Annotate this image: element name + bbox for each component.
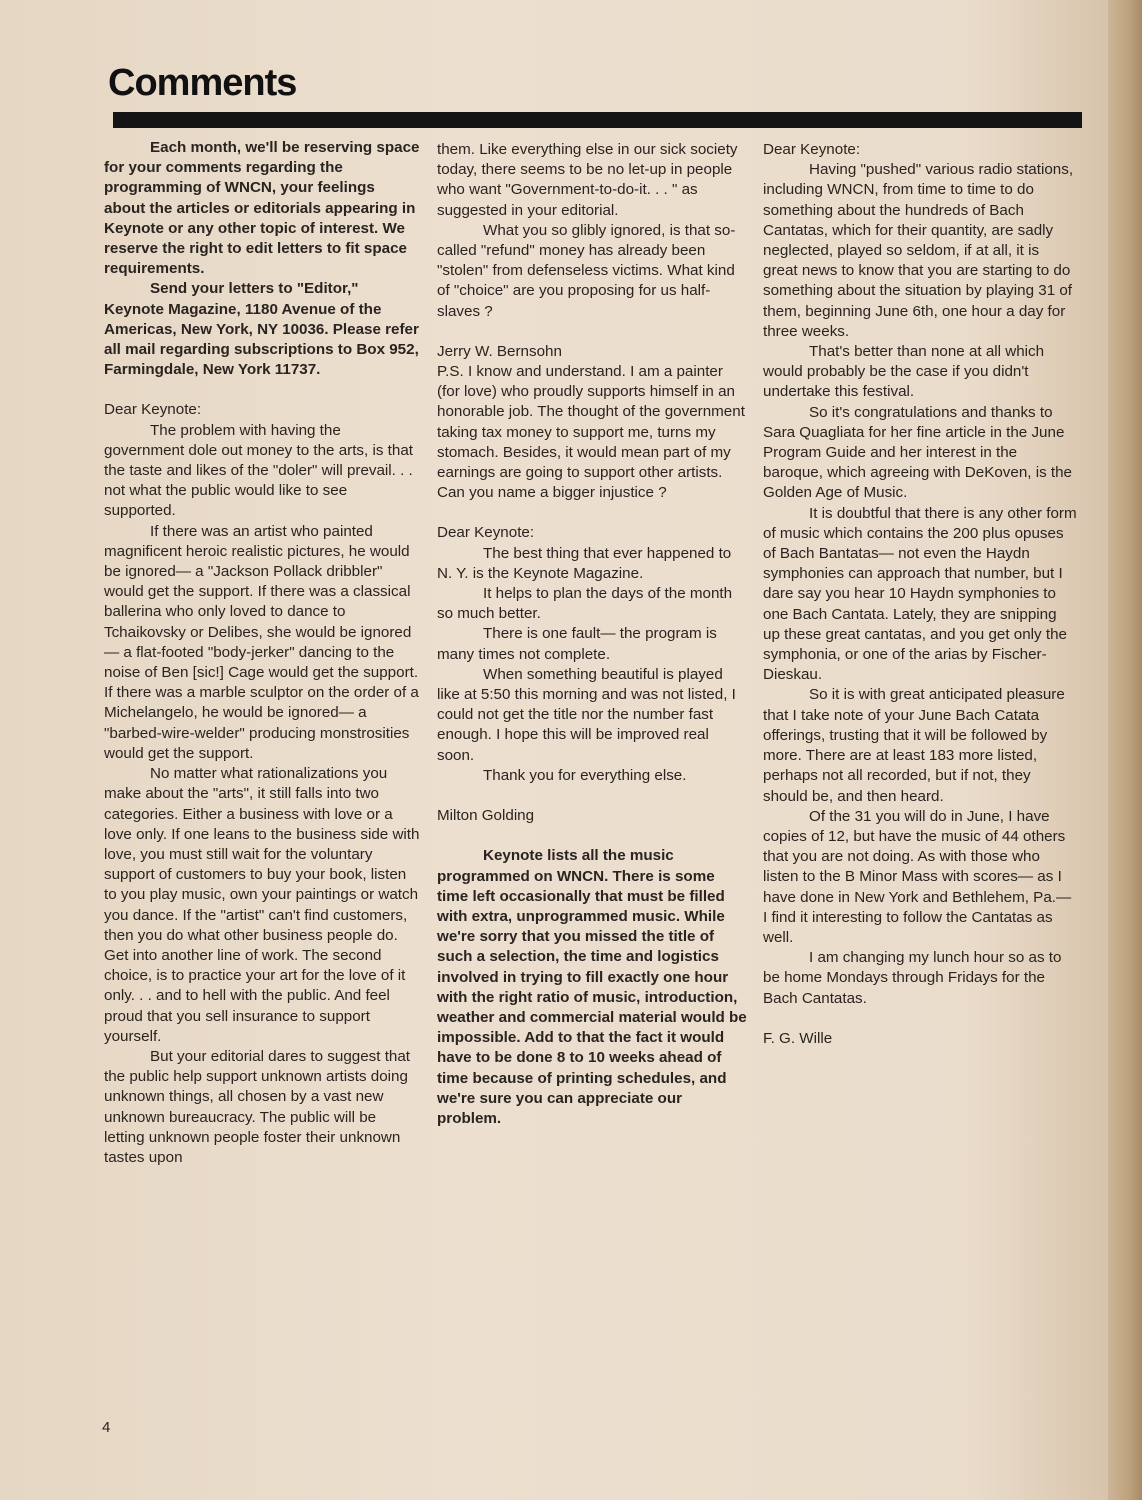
letter3-paragraph: So it's congratulations and thanks to Sara Quagliata for her fine article in the June Program Guide and her interest in the baroque, which agreeing with DeKoven, is the Golden Age of Music. [763, 403, 1073, 502]
letter1-paragraph: But your editorial dares to suggest that the public help support unknown artists doing unknown things, all chosen by a vast new unknown bureaucracy. The public will be letting unknown people foster their unknown tastes upon [104, 1047, 411, 1166]
letter1-paragraph: If there was an artist who painted magnificent heroic realistic pictures, he would be ignored— a "Jackson Pollack dribbler" would get the support. If there was a classical ballerina who only loved to dance to Tchaikovsky or Delibes, she would be ignored— a flat-footed "body-jerker" dancing to the noise of Ben [sic!] Cage would get the support. If there was a marble sculptor on the order of a Michelangelo, he would be ignored— a "barbed-wire-welder" producing monstrosities would get the support. [104, 522, 419, 762]
column-1 [104, 138, 420, 1168]
letter3-signature: F. G. Wille [763, 1029, 833, 1047]
letter2-paragraph: When something beautiful is played like at 5:50 this morning and was not listed, I could not get the title nor the number fast enough. I hope this will be improved real soon. [437, 665, 736, 764]
letter2-signature: Milton Golding [437, 807, 535, 825]
letter3-paragraph: I am changing my lunch hour so as to be home Mondays through Fridays for the Bach Cantatas. [763, 949, 1062, 1007]
letter3-paragraph: Of the 31 you will do in June, I have copies of 12, but have the music of 44 others that you are not doing. As with those who listen to the B Minor Mass with scores— as I have done in New York and Bethlehem, Pa.— I find it interesting to follow the Cantatas as well. [763, 807, 1072, 946]
letter1-signature: Jerry W. Bernsohn [437, 342, 562, 360]
editor-reply: Keynote lists all the music programmed on WNCN. There is some time left occasionally that must be filled with extra, unprogrammed music. While we're sorry that you missed the title of such a selection, the time and logistics involved in trying to fill exactly one hour with the right ratio of music, introduction, weather and commercial material would be impossible. Add to that the fact it would have to be done 8 to 10 weeks ahead of time because of printing schedules, and we're sure you can appreciate our problem. [437, 847, 747, 1127]
column-2 [437, 140, 747, 1129]
letter1-postscript: P.S. I know and understand. I am a painter (for love) who proudly supports himself in an honorable job. The thought of the government taking tax money to support me, turns my stomach. Besides, it would mean part of my earnings are going to support other artists. Can you name a bigger injustice ? [437, 363, 745, 502]
letter2-paragraph: It helps to plan the days of the month so much better. [437, 585, 733, 623]
column-3 [763, 140, 1077, 1049]
intro-address: Send your letters to "Editor," Keynote Magazine, 1180 Avenue of the Americas, New York, NY 10036. Please refer all mail regarding subscriptions to Box 952, Farmingdale, New York 11737. [104, 280, 419, 379]
title-rule [113, 112, 1082, 128]
letter2-paragraph: The best thing that ever happened to N. Y. is the Keynote Magazine. [437, 544, 732, 582]
page-spine [1108, 0, 1142, 1500]
letter1-salutation: Dear Keynote: [104, 401, 202, 419]
letter2-paragraph: There is one fault— the program is many times not complete. [437, 625, 717, 663]
letter1-paragraph-continued: them. Like everything else in our sick society today, there seems to be no let-up in people who want "Government-to-do-it. . . " as suggested in your editorial. [437, 141, 738, 219]
letter3-paragraph: That's better than none at all which would probably be the case if you didn't undertake this festival. [763, 343, 1045, 401]
letter1-paragraph: No matter what rationalizations you make about the "arts", it still falls into two categories. Either a business with love or a love only. If one leans to the business side with love, you must still wait for the voluntary support of customers to buy your book, listen to you play music, own your paintings or watch you dance. If the "artist" can't find customers, then you do what other business people do. Get into another line of work. The second choice, is to practice your art for the love of it only. . . and to hell with the public. And feel proud that you sell insurance to support yourself. [104, 765, 420, 1045]
letter3-salutation: Dear Keynote: [763, 141, 861, 158]
letter1-paragraph: What you so glibly ignored, is that so-called "refund" money has already been "stolen" from defenseless victims. What kind of "choice" are you proposing for us half-slaves ? [437, 221, 736, 320]
letter2-salutation: Dear Keynote: [437, 524, 535, 542]
letter3-paragraph: It is doubtful that there is any other form of music which contains the 200 plus opuses of Bach Bantatas— not even the Haydn symphonies can approach that number, but I dare say you hear 10 Haydn symphonies to one Bach Cantata. Lately, they are snipping up these great cantatas, and you get only the symphonia, or one of the arias by Fischer-Dieskau. [763, 504, 1077, 684]
page-number: 4 [102, 1419, 111, 1436]
letter1-paragraph: The problem with having the government dole out money to the arts, is that the taste and likes of the "doler" will prevail. . . not what the public would like to see supported. [104, 421, 413, 520]
intro-paragraph: Each month, we'll be reserving space for your comments regarding the programming of WNCN, your feelings about the articles or editorials appearing in Keynote or any other topic of interest. We reserve the right to edit letters to fit space requirements. [104, 139, 420, 278]
letter2-paragraph: Thank you for everything else. [483, 766, 687, 784]
letter3-paragraph: Having "pushed" various radio stations, including WNCN, from time to time to do something about the hundreds of Bach Cantatas, which for their quantity, are sadly neglected, played so seldom, if at all, it is great news to know that you are starting to do something about the situation by playing 31 of them, beginning June 6th, one hour a day for three weeks. [763, 161, 1074, 340]
page-title: Comments [108, 62, 297, 104]
letter3-paragraph: So it is with great anticipated pleasure that I take note of your June Bach Catata offerings, trusting that it will be followed by more. There are at least 183 more listed, perhaps not all recorded, but if not, they should be, and then heard. [763, 686, 1065, 805]
